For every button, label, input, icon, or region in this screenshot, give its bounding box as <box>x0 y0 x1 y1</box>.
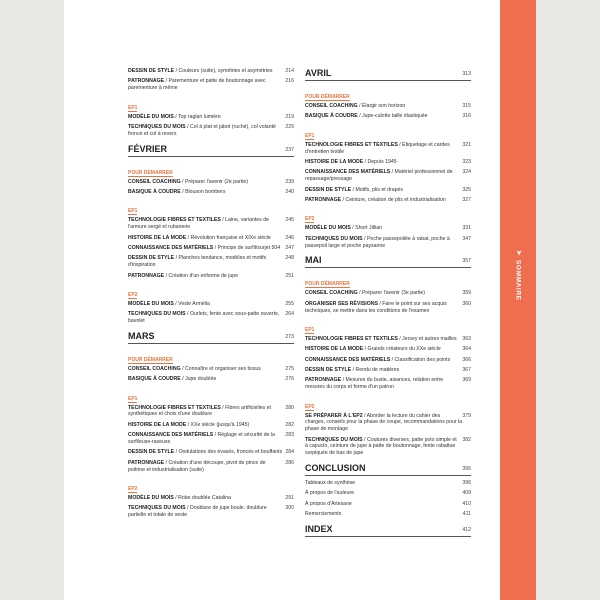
toc-entry[interactable] <box>305 490 471 497</box>
toc-page-number: 239 <box>285 178 294 185</box>
toc-entry-label: CONSEIL COACHING <box>305 290 360 297</box>
month-heading-conclusion[interactable] <box>305 463 471 476</box>
toc-entry-text: / Révolution française et XIXe siècle <box>187 234 271 241</box>
toc-entry-text: / Élargir son horizon <box>359 103 406 109</box>
toc-entry-label: CONSEIL COACHING <box>128 365 183 372</box>
ep-label: EP1 <box>128 104 138 111</box>
toc-entry-text: / Réglage et sécurité de la surfileuse-raseuse <box>128 432 275 446</box>
toc-page-number: 255 <box>285 300 294 307</box>
toc-page-number: 323 <box>462 158 471 165</box>
toc-entry[interactable] <box>305 301 471 315</box>
month-title: AVRIL <box>305 68 332 78</box>
toc-entry-text: / Top raglan lumière <box>175 113 221 120</box>
toc-entry-label: DESSIN DE STYLE <box>128 449 176 456</box>
toc-entry-text: / Parementure et patte de boutonnage avec parementure à même <box>128 78 266 92</box>
month-title: CONCLUSION <box>305 463 366 474</box>
toc-entry[interactable] <box>128 495 294 502</box>
toc-entry-text: À propos d'Artesane <box>305 500 352 507</box>
ep-label: EP1 <box>305 132 315 139</box>
toc-entry[interactable] <box>128 179 294 186</box>
toc-entry[interactable] <box>128 114 294 121</box>
toc-entry[interactable] <box>128 124 294 138</box>
toc-entry-text: / Coutures diverses, patte polo simple et à capucin, ceinture de jupe à patte de boutonnage, fente rabattue surpiquée de bas de jupe <box>305 436 457 457</box>
toc-entry-label: MODÈLE DU MOIS <box>128 113 176 120</box>
ep-label: EP1 <box>305 326 315 333</box>
toc-entry-text: / Étiquetage et cardes d'entretien textile <box>305 141 450 155</box>
left-column <box>128 68 294 523</box>
toc-entry-label: CONNAISSANCE DES MATÉRIELS <box>128 244 215 251</box>
toc-page-number: 291 <box>285 495 294 501</box>
month-heading-index[interactable] <box>305 524 471 537</box>
toc-entry[interactable] <box>305 357 471 364</box>
month-heading-mai[interactable] <box>305 255 471 268</box>
toc-page-number: 286 <box>285 459 294 466</box>
toc-page-number: 369 <box>462 377 471 384</box>
toc-page-number: 247 <box>285 244 294 251</box>
toc-entry-label: HISTOIRE DE LA MODE <box>305 158 365 165</box>
toc-entry-text: / Rendu de matières <box>352 367 400 374</box>
toc-entry-label: PATRONNAGE <box>305 196 343 203</box>
toc-entry-text: / Short Jillian <box>352 225 382 232</box>
toc-entry[interactable] <box>128 449 294 456</box>
toc-page-number: 367 <box>462 367 471 374</box>
toc-entry[interactable] <box>128 432 294 446</box>
toc-entry-text: / Fibres artificielles et synthétiques et choix d'une doublure <box>128 404 271 418</box>
toc-page-number: 280 <box>285 404 294 411</box>
ep-label: EP2 <box>128 291 138 298</box>
toc-entry-text: / Jupe doublée <box>182 376 217 383</box>
toc-page-number: 366 <box>462 356 471 363</box>
toc-entry-label: TECHNIQUES DU MOIS <box>305 235 365 242</box>
toc-entry-text: Tableaux de synthèse <box>305 480 356 487</box>
toc-entry[interactable] <box>305 290 471 297</box>
toc-entry[interactable] <box>128 189 294 196</box>
toc-page-number: 264 <box>285 311 294 318</box>
toc-page-number: 359 <box>462 290 471 297</box>
toc-entry[interactable] <box>305 142 471 156</box>
toc-entry-text: / Ceinture, création de plis et industrialisation <box>342 196 446 203</box>
toc-entry-label: HISTOIRE DE LA MODE <box>305 346 365 353</box>
toc-page-number: 363 <box>462 335 471 342</box>
month-page-number: 273 <box>285 333 294 340</box>
toc-page-number: 219 <box>285 113 294 120</box>
toc-entry[interactable] <box>128 245 294 252</box>
toc-page-number: 409 <box>462 490 471 497</box>
toc-entry-text: / Mesures du buste, aisances, relation entre mesures du corps et forme d'un patron <box>305 377 444 391</box>
toc-entry-label: PATRONNAGE <box>305 377 343 384</box>
arrow-icon: ➤ <box>515 250 522 257</box>
toc-entry-text: / Préparer l'avenir (3e partie) <box>359 290 425 297</box>
toc-entry-label: HISTOIRE DE LA MODE <box>128 421 188 428</box>
toc-entry-text: / Création d'un enforme de jupe <box>165 272 239 279</box>
toc-page-number: 364 <box>462 346 471 353</box>
month-page-number: 313 <box>462 71 471 77</box>
toc-page-number: 411 <box>462 511 471 518</box>
toc-entry-text: / Col à plat et jabot (ruché), col volanté froncé et col à revers <box>128 123 276 137</box>
toc-page-number: 246 <box>285 234 294 241</box>
toc-entry[interactable] <box>128 422 294 429</box>
toc-page-number: 276 <box>285 376 294 383</box>
toc-page-number: 331 <box>462 225 471 232</box>
toc-entry-text: / Principe de surfil/surjet 504 <box>214 244 281 251</box>
ep-label: EP2 <box>305 216 315 223</box>
ep-label: EP2 <box>128 486 138 492</box>
toc-entry-label: TECHNOLOGIE FIBRES ET TEXTILES <box>305 335 400 342</box>
toc-entry-text: / Blouson bombers <box>182 188 226 195</box>
start-tag: POUR DÉMARRER <box>128 356 173 363</box>
month-page-number: 357 <box>462 258 471 265</box>
toc-entry[interactable] <box>305 225 471 232</box>
toc-entry[interactable] <box>305 236 471 250</box>
toc-page-number: 283 <box>285 432 294 439</box>
toc-entry[interactable] <box>305 197 471 204</box>
toc-entry[interactable] <box>305 501 471 508</box>
toc-entry-text: / Matériel professionnel de repassage/pressage <box>305 169 453 183</box>
toc-entry[interactable] <box>128 217 294 231</box>
toc-entry-text: / Couleurs (suite), symétries et asymétries <box>175 68 273 74</box>
toc-entry-text: / Motifs, plis et drapés <box>352 186 404 193</box>
toc-page-number: 316 <box>462 113 471 120</box>
toc-entry[interactable] <box>128 460 294 474</box>
toc-entry-label: DESSIN DE STYLE <box>128 255 176 262</box>
toc-entry-text: / Jersey et autres mailles <box>399 335 457 342</box>
toc-entry-text: / Grands créateurs du XXe siècle <box>364 346 441 353</box>
toc-entry-text: / Veste Armélia <box>175 300 210 307</box>
toc-entry-label: DESSIN DE STYLE <box>305 367 353 374</box>
toc-entry[interactable] <box>305 437 471 457</box>
toc-entry-label: MODÈLE DU MOIS <box>305 225 353 232</box>
toc-entry-label: TECHNIQUES DU MOIS <box>128 123 188 130</box>
toc-entry[interactable] <box>305 113 471 120</box>
toc-entry-text: / Classification des points <box>391 356 451 363</box>
toc-entry-label: BASIQUE À COUDRE <box>128 376 183 383</box>
toc-entry[interactable] <box>305 480 471 487</box>
toc-page-number: 251 <box>285 272 294 279</box>
toc-page-number: 282 <box>285 421 294 428</box>
right-column <box>305 68 471 541</box>
toc-entry[interactable] <box>305 169 471 183</box>
toc-entry[interactable] <box>128 505 294 519</box>
toc-entry-label: CONNAISSANCE DES MATÉRIELS <box>128 432 215 439</box>
toc-page-number: 379 <box>462 412 471 419</box>
toc-entry-text: / Doublure de jupe boule, doublure partielle et totale de veste <box>128 505 267 519</box>
toc-entry-text: / Depuis 1945 <box>364 158 397 165</box>
toc-entry[interactable] <box>305 187 471 194</box>
toc-entry-text: / Jupe-culotte taille élastiquée <box>359 113 428 120</box>
toc-entry-text: / XXe siècle (jusqu'à 1945) <box>187 421 250 428</box>
toc-page-number: 325 <box>462 186 471 193</box>
toc-entry-label: TECHNIQUES DU MOIS <box>305 436 365 443</box>
toc-entry-label: PATRONNAGE <box>128 272 166 279</box>
toc-entry-label: TECHNIQUES DU MOIS <box>128 311 188 318</box>
toc-page-number: 324 <box>462 169 471 176</box>
toc-entry[interactable] <box>128 68 294 75</box>
toc-entry-label: CONNAISSANCE DES MATÉRIELS <box>305 169 392 176</box>
toc-page-number: 410 <box>462 500 471 507</box>
sidebar-label <box>505 250 531 320</box>
toc-page-number: 275 <box>285 365 294 372</box>
month-page-number: 412 <box>462 526 471 533</box>
toc-entry-label: CONSEIL COACHING <box>128 178 183 185</box>
month-heading-fevrier[interactable] <box>128 144 294 157</box>
month-title: MARS <box>128 330 155 341</box>
toc-entry-label: CONNAISSANCE DES MATÉRIELS <box>305 356 392 363</box>
toc-entry[interactable] <box>305 336 471 343</box>
toc-page-number: 327 <box>462 196 471 203</box>
toc-page-number: 300 <box>285 505 294 512</box>
toc-entry[interactable] <box>128 405 294 419</box>
toc-entry-label: TECHNOLOGIE FIBRES ET TEXTILES <box>305 141 400 148</box>
toc-entry[interactable] <box>305 346 471 353</box>
toc-entry-label: DESSIN DE STYLE <box>128 68 176 74</box>
toc-entry-label: ORGANISER SES RÉVISIONS <box>305 300 380 307</box>
toc-entry-label: PATRONNAGE <box>128 78 166 85</box>
toc-entry-text: / Faire le point sur ses acquis techniques, se mettre dans les conditions de l'examen <box>305 300 447 314</box>
toc-entry-text: / Planches tendance, modèles et motifs d'inspiration <box>128 255 267 269</box>
toc-entry-label: BASIQUE À COUDRE <box>128 188 183 195</box>
toc-entry-text: / Connaître et organiser ses tissus <box>182 365 261 372</box>
toc-entry[interactable] <box>128 301 294 308</box>
toc-entry-text: À propos de l'auteure <box>305 490 355 497</box>
ep-label: EP1 <box>128 208 138 215</box>
toc-entry[interactable] <box>128 376 294 383</box>
toc-entry-text: / Ondulations des évasés, froncés et bouffants <box>175 449 283 456</box>
toc-page-number: 248 <box>285 255 294 262</box>
toc-entry-label: TECHNIQUES DU MOIS <box>128 505 188 512</box>
month-title: MAI <box>305 255 322 266</box>
toc-page-number: 382 <box>462 436 471 443</box>
toc-entry[interactable] <box>305 413 471 433</box>
toc-page-number: 321 <box>462 141 471 148</box>
ep-label: EP2 <box>305 403 315 410</box>
toc-entry-text: / Création d'une découpe, pivot de pince de poitrine et industrialisation (suite) <box>128 459 266 473</box>
toc-entry[interactable] <box>128 311 294 325</box>
toc-entry[interactable] <box>305 377 471 391</box>
toc-entry-label: SE PRÉPARER À L'EP2 <box>305 412 365 419</box>
toc-entry[interactable] <box>128 366 294 373</box>
month-title: INDEX <box>305 523 333 534</box>
toc-entry-label: TECHNOLOGIE FIBRES ET TEXTILES <box>128 404 223 411</box>
toc-entry-text: / Robe doublée Catalina <box>175 495 231 501</box>
toc-entry-text: / Préparer l'avenir (2e partie) <box>182 178 248 185</box>
toc-entry-text: / Poche passepoilée à rabat, poche à passepoil large et poche paysanne <box>305 235 450 249</box>
toc-page-number: 245 <box>285 217 294 224</box>
toc-entry-label: HISTOIRE DE LA MODE <box>128 234 188 241</box>
toc-entry[interactable] <box>305 511 471 518</box>
toc-entry-text: / Aborder la lecture du cahier des charges, conseils pour la phase de coupe, recommandations pour la phase de montage <box>305 412 463 433</box>
toc-page-number: 315 <box>462 103 471 109</box>
toc-entry[interactable] <box>305 103 471 110</box>
month-heading-avril[interactable] <box>305 68 471 81</box>
toc-entry[interactable] <box>305 367 471 374</box>
month-heading-mars[interactable] <box>128 331 294 344</box>
toc-page-number: 240 <box>285 188 294 195</box>
toc-entry-text: / Laine, variantes de l'armure sergé et rubanerie <box>128 217 269 231</box>
toc-page-number: 396 <box>462 480 471 487</box>
toc-page-number: 229 <box>285 123 294 130</box>
toc-page-number: 214 <box>285 68 294 74</box>
toc-entry[interactable] <box>128 273 294 280</box>
toc-page-number: 347 <box>462 235 471 242</box>
toc-page-number: 360 <box>462 300 471 307</box>
toc-entry-label: MODÈLE DU MOIS <box>128 495 176 501</box>
month-title: FÉVRIER <box>128 143 168 154</box>
ep-label: EP1 <box>128 395 138 402</box>
toc-entry-text: / Ourlets, fente avec sous-patte ouverte, bavolet <box>128 311 280 325</box>
toc-page-number: 216 <box>285 78 294 85</box>
toc-entry[interactable] <box>128 255 294 269</box>
toc-entry[interactable] <box>128 235 294 242</box>
month-page-number: 395 <box>462 466 471 473</box>
toc-page-number: 284 <box>285 449 294 456</box>
start-tag: POUR DÉMARRER <box>305 94 350 100</box>
toc-entry-label: PATRONNAGE <box>128 459 166 466</box>
sidebar-label-text: SOMMAIRE <box>514 260 522 301</box>
month-page-number: 237 <box>285 146 294 153</box>
toc-entry-label: MODÈLE DU MOIS <box>128 300 176 307</box>
start-tag: POUR DÉMARRER <box>128 169 173 176</box>
toc-entry[interactable] <box>128 78 294 92</box>
start-tag: POUR DÉMARRER <box>305 281 350 288</box>
toc-entry-label: BASIQUE À COUDRE <box>305 113 360 120</box>
toc-entry-text: Remerciements <box>305 511 342 518</box>
toc-entry-label: CONSEIL COACHING <box>305 103 360 109</box>
toc-entry-label: DESSIN DE STYLE <box>305 186 353 193</box>
toc-entry-label: TECHNOLOGIE FIBRES ET TEXTILES <box>128 217 223 224</box>
toc-entry[interactable] <box>305 159 471 166</box>
